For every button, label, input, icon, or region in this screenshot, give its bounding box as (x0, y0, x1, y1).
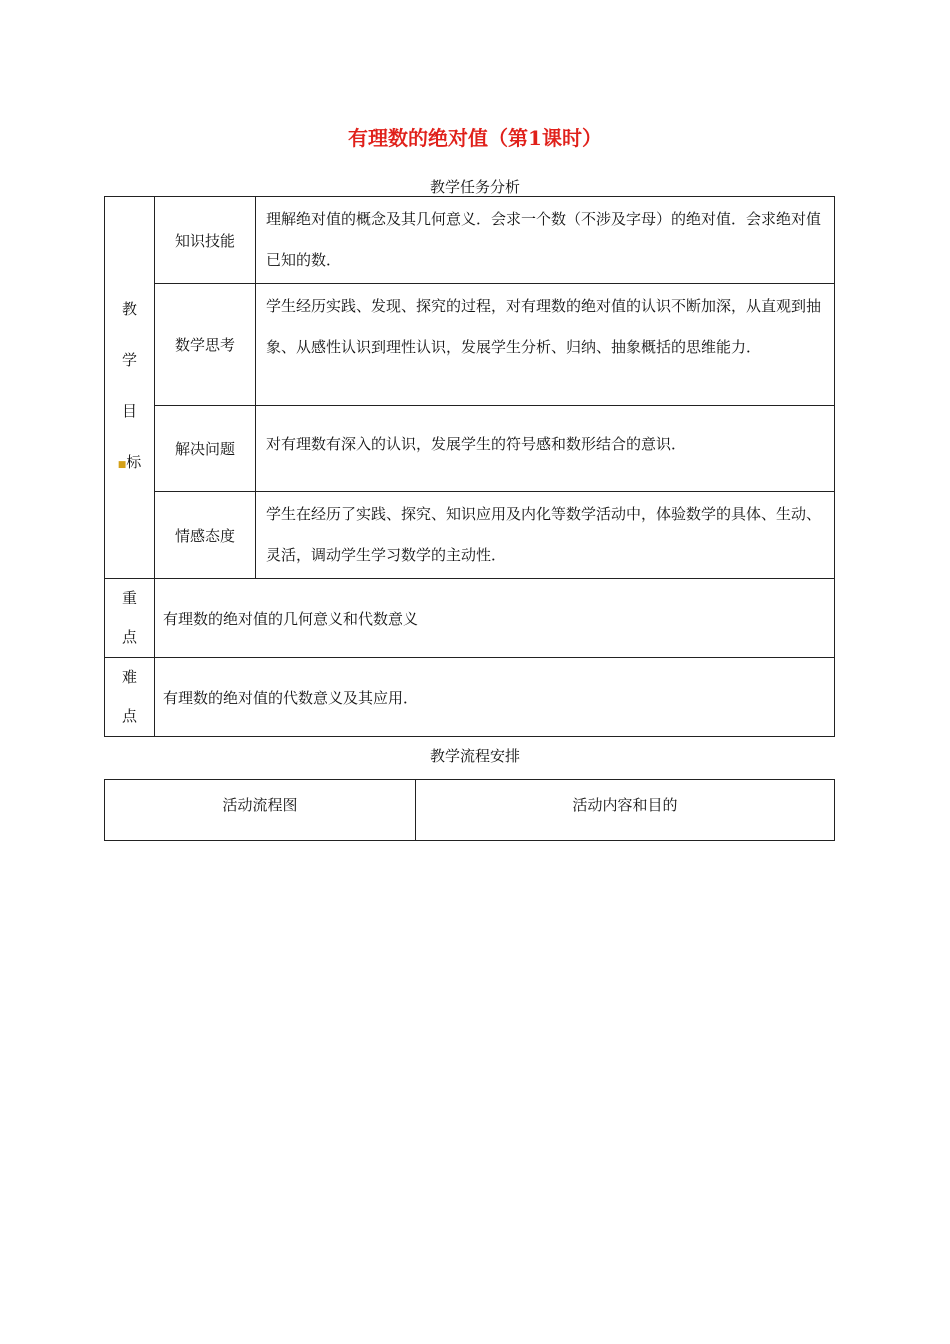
key-point-text: 有理数的绝对值的几何意义和代数意义 (155, 579, 835, 658)
flow-header-chart: 活动流程图 (105, 780, 416, 841)
flow-header-content: 活动内容和目的 (416, 780, 835, 841)
document-title: 有理数的绝对值（第1课时） (348, 126, 602, 150)
difficult-point-label-char: 难 (121, 668, 137, 686)
objectives-label-char: 目 (121, 402, 137, 420)
objectives-label-char: 教 (121, 300, 137, 318)
table-row (105, 658, 835, 737)
task-analysis-table (104, 196, 835, 737)
objective-text: 对有理数有深入的认识，发展学生的符号感和数形结合的意识． (256, 406, 835, 492)
objective-label: 数学思考 (155, 284, 256, 406)
marker-glyph: ■ (117, 460, 127, 470)
objective-text: 学生经历实践、发现、探究的过程，对有理数的绝对值的认识不断加深，从直观到抽象、从感性认识到理性认识，发展学生分析、归纳、抽象概括的思维能力． (256, 284, 835, 406)
table-row (105, 284, 835, 406)
table-row (105, 780, 835, 841)
section-caption-flow: 教学流程安排 (429, 747, 520, 765)
objective-label: 解决问题 (155, 406, 256, 492)
objective-text: 学生在经历了实践、探究、知识应用及内化等数学活动中，体验数学的具体、生动、灵活，调动学生学习数学的主动性． (256, 492, 835, 579)
difficult-point-text: 有理数的绝对值的代数意义及其应用． (155, 658, 835, 737)
key-point-label-char: 点 (121, 628, 137, 646)
key-point-label-char: 重 (121, 589, 137, 607)
objectives-label-char: 学 (121, 351, 137, 369)
key-point-label (105, 579, 155, 658)
table-row (105, 492, 835, 579)
objectives-label (105, 197, 155, 579)
table-row (105, 197, 835, 284)
section-caption-task-analysis: 教学任务分析 (429, 178, 520, 196)
objective-label: 知识技能 (155, 197, 256, 284)
objective-label: 情感态度 (155, 492, 256, 579)
table-row (105, 406, 835, 492)
difficult-point-label-char: 点 (121, 707, 137, 725)
objectives-label-char: 标 (126, 453, 142, 471)
flow-table (104, 779, 835, 841)
objective-text: 理解绝对值的概念及其几何意义．会求一个数（不涉及字母）的绝对值．会求绝对值已知的数． (256, 197, 835, 284)
difficult-point-label (105, 658, 155, 737)
table-row (105, 579, 835, 658)
